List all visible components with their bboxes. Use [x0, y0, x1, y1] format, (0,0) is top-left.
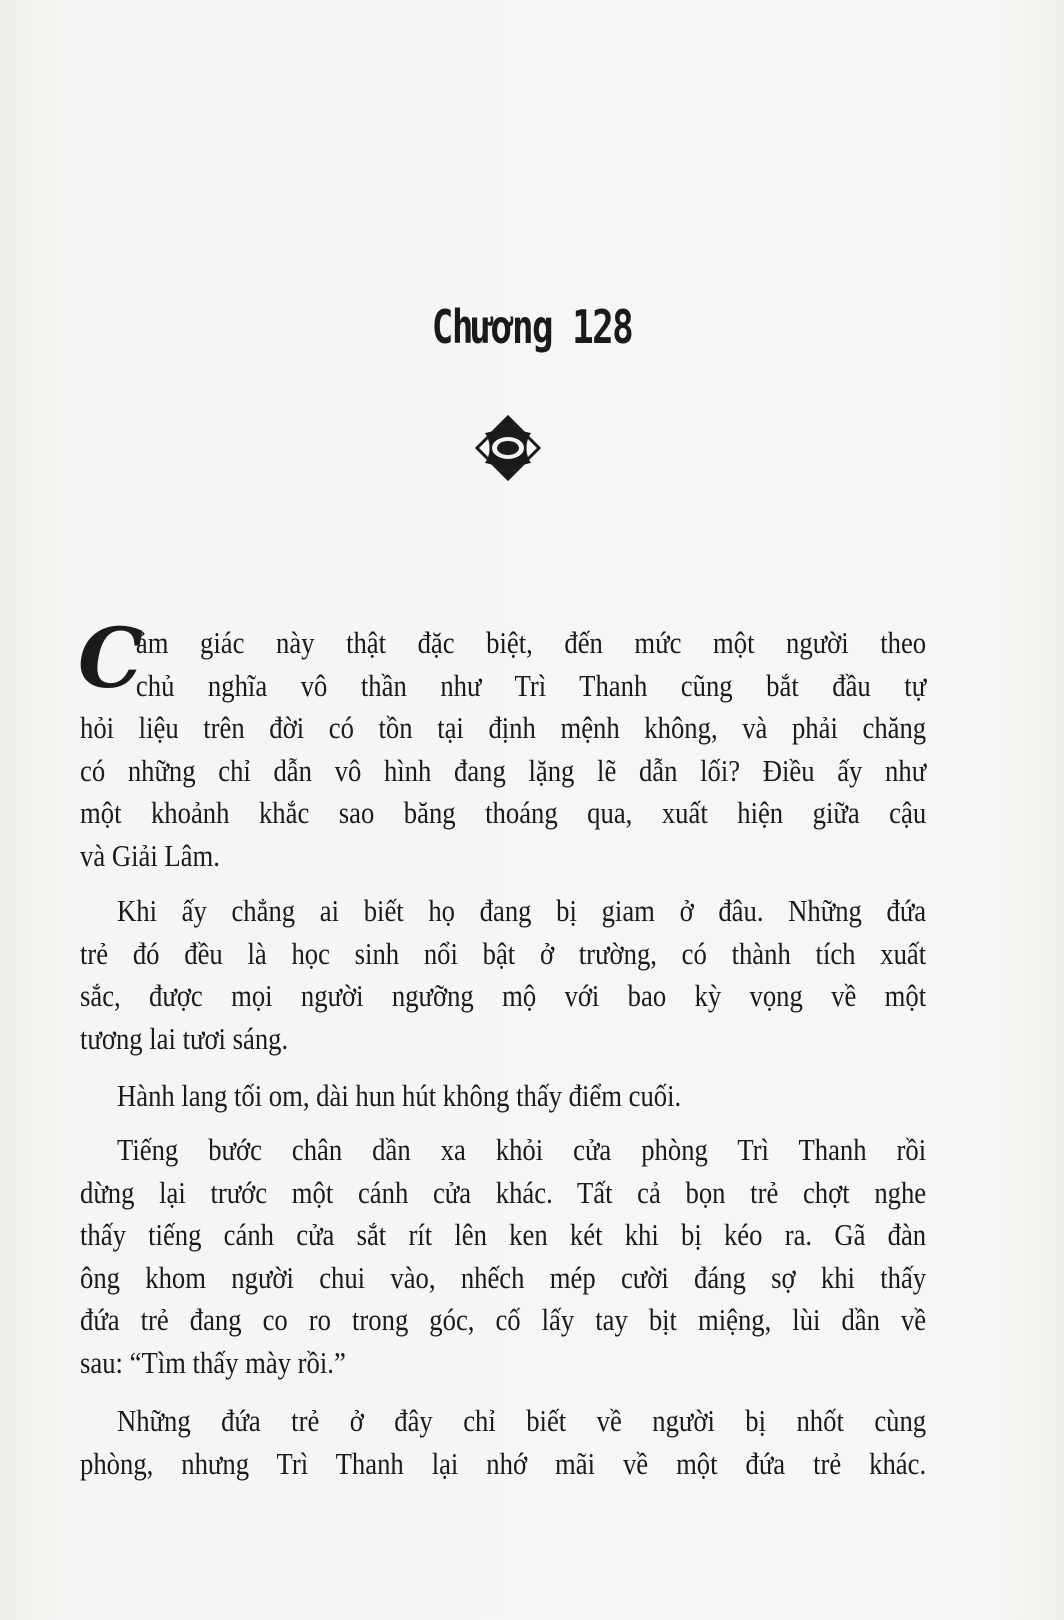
text-line: chủ nghĩa vô thần như Trì Thanh cũng bắt đầu tự	[135, 667, 927, 703]
paragraph-1	[78, 611, 927, 878]
text-line: có những chỉ dẫn vô hình đang lặng lẽ dẫn lối? Điều ấy như	[80, 752, 927, 788]
text-line: Hành lang tối om, dài hun hút không thấy điểm cuối.	[116, 1078, 682, 1113]
text-line: Khi ấy chẳng ai biết họ đang bị giam ở đâu. Những đứa	[116, 893, 927, 928]
text-line: hỏi liệu trên đời có tồn tại định mệnh không, và phải chăng	[80, 710, 927, 746]
paragraph-5	[80, 1400, 926, 1485]
paragraph-4	[80, 1129, 926, 1385]
paragraph-3	[80, 1075, 926, 1118]
paragraph-2	[80, 890, 926, 1060]
text-line: ông khom người chui vào, nhếch mép cười đáng sợ khi thấy	[80, 1259, 927, 1295]
text-line: đứa trẻ đang co ro trong góc, cố lấy tay bịt miệng, lùi dần về	[80, 1302, 927, 1338]
chapter-title: Chương 128	[431, 300, 633, 354]
ornament-icon	[473, 413, 543, 483]
text-line: phòng, nhưng Trì Thanh lại nhớ mãi về một đứa trẻ khác.	[80, 1445, 927, 1481]
text-line: một khoảnh khắc sao băng thoáng qua, xuất hiện giữa cậu	[80, 795, 927, 831]
text-line: Tiếng bước chân dần xa khỏi cửa phòng Trì Thanh rồi	[116, 1132, 927, 1167]
text-line: thấy tiếng cánh cửa sắt rít lên ken két khi bị kéo ra. Gã đàn	[80, 1217, 927, 1253]
text-line: ảm giác này thật đặc biệt, đến mức một người theo	[135, 625, 927, 660]
text-line: sắc, được mọi người ngưỡng mộ với bao kỳ vọng về một	[80, 978, 927, 1014]
text-line: dừng lại trước một cánh cửa khác. Tất cả bọn trẻ chợt nghe	[80, 1174, 927, 1210]
text-line: sau: “Tìm thấy mày rồi.”	[80, 1344, 346, 1380]
text-line: và Giải Lâm.	[80, 837, 220, 873]
text-line: tương lai tươi sáng.	[80, 1020, 289, 1056]
text-line: trẻ đó đều là học sinh nổi bật ở trường, có thành tích xuất	[80, 935, 927, 971]
drop-cap: C	[78, 611, 144, 707]
text-line: Những đứa trẻ ở đây chỉ biết về người bị nhốt cùng	[116, 1403, 927, 1438]
